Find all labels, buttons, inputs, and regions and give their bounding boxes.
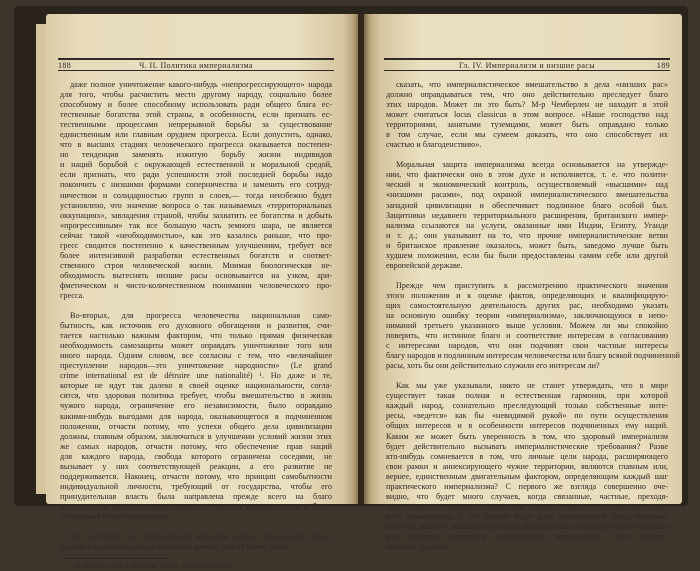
text-line: «низшими расами», под охраной империалистического вмешательства [386,190,668,200]
text-line: всех, тех, на кого она распространяется, должен применяться и к более [60,501,332,511]
text-line: тественные богатства этой страны, в особенности, если признать ес- [60,110,332,120]
text-line: ческий и экономический контроль, осуществляемый «высшими» над [386,180,668,190]
paragraph [60,80,332,301]
text-line: поверить, что истинное благо и соответствие интересам в согласованию [386,331,668,341]
text-line: на основную ошибку теории «империализма», заключающуюся в непо- [386,310,668,320]
text-line: европейской державе. [386,260,463,270]
text-line: кой» цивилизации, и что первые будут дано предпочтение перед вторыми. [386,511,668,521]
text-line: гресс сводится постепенно к качественным улучшениям, требует все [60,240,332,250]
text-line: Каким же может быть уверенность в том, что здоровый империализм [386,431,668,441]
text-line: тается настолько важным фактором, что только прямая физическая [60,331,332,341]
text-line: установлено, что значение вопроса о так называемых «территориальных [60,200,332,210]
head-rule-lower [58,70,334,71]
text-line: crime international est de détruire une nationalité) ¹. Но даже и те, [60,371,332,381]
left-page [46,14,358,571]
book-gutter [354,14,370,504]
paragraph-gap [386,371,668,381]
text-line: обходимость вытеснять низшие расы основывается на узком, ари- [60,270,332,280]
paragraph-gap [386,271,668,281]
text-line: бытность, как источник его духовного обогащения и развития, счи- [60,321,332,331]
text-line: ниманий третьего указанного выше условия. Можем ли мы спокойно [386,321,668,331]
text-line: оккупациях», завладения страной, чтобы захватить ее богатства и добыть [60,210,332,220]
text-line: территориями, занятыми туземцами, может быть оправдано только [386,120,668,130]
text-line: будет действительно вызывать империалистические требования? Разве [386,441,668,451]
text-line: ничеством и солидарностью групп и слоев,— тогда неизбежно будет [60,190,332,200]
text-line: благу народов и подлинным интересам человечества или благу всякой подчиненной [386,351,680,361]
paragraph-gap [60,522,332,532]
text-line: единственным или главным орудием прогресса. Если допустить, однако, [60,130,332,140]
text-line: «прогрессивным» так все большую часть земного шара, не является [60,220,332,230]
text-line: свои рамки и аннексирующего чужие территории, являются главным или, [386,461,668,471]
running-head-title: Ч. II. Политика империализма [139,61,253,70]
text-line: которые не идут так далеко в своей оценке национальности, согла- [60,381,332,391]
text-line: расы, хоть бы они действительно служили его интересам ли? [386,361,600,371]
text-line: общих интересов и в особенности интересов подчиненных ему наций. [386,421,668,431]
text-line: практического империализма? С первого же взгляда совершенно оче- [386,481,668,491]
text-line: чужого народа, ограничение его независимости, было оправдано [60,401,332,411]
text-line: способному и более способному использовать ради общего блага ес- [60,100,332,110]
page-number: 188 [58,61,72,70]
text-line: щих самостоятельную деятельность других рас, необходимо указать [386,300,668,310]
text-line: иализма ссылаются на услуги, оказанные ими Индии, Египту, Уганде [386,220,668,230]
right-running-head [384,58,670,69]
left-page-edges [36,24,46,494]
text-line: Во-вторых, для прогресса человечества национальная само- [70,311,332,321]
text-line: этих народов. Может ли это быть? М-р Чемберлен не находит в этой [386,100,668,110]
text-line: кто-нибудь сомневается в том, что личные цели народа, расширяющего [386,451,668,461]
text-line: мировой стороны. [386,542,450,552]
text-line: с интересами народов, что они подчинят свои частные интересы [386,341,668,351]
text-line: что в высших стадиях человеческого прогресса оказывается постепен- [60,140,332,150]
text-line: ственного строя человеческой жизни. Мнимая биологическая не- [60,260,332,270]
left-page-text [60,80,332,571]
text-line: и наций борьбой с окружающей естественной и моральной средой, [60,160,332,170]
text-line: гресса. [60,290,85,300]
head-rule-lower [384,70,670,71]
text-line: Как мы уже указывали, никто не станет утверждать, что в мире [396,381,668,391]
text-line: преступление народов—это уничтожение народности» (Le grand [60,361,332,371]
text-line: сказать, что империалистическое вмешательство в дела «низших рас» [396,80,668,89]
paragraph [60,532,332,552]
text-line: видами и народами, как организмами, можно, тем не менее, сказ- [60,542,288,552]
text-line: обширному обществу народов. [60,511,169,521]
paragraph [386,381,672,552]
text-line: даже полное уничтожение какого-нибудь «непрогрессирующего» народа [70,80,332,89]
paragraph-gap [386,150,668,160]
text-line: вызывает у них соответствующей реакции, а его развитие не [60,461,332,471]
head-rule [58,58,334,60]
text-line: ресы, «ведется» как бы «невидимой рукой» по пути осуществления [386,411,668,421]
text-line: щие интересы державы подчинения народов станут у интересами «низ- [386,501,668,511]
text-line: Но настаивая на неправильной аналогии между отдельными инди- [70,532,332,542]
text-line: для развития огромного империализма непрерывное «free illusion» [386,531,668,541]
text-line: видно, что будет много случаев, когда связанные, частные, преходя- [386,491,668,501]
text-line: и т. д.; они указывают на то, что прочие империалистические ветви [386,230,668,240]
text-line: каждый народ, сознательно преследующий только собственные инте- [386,401,668,411]
text-line: какими-нибудь выгодами для народа, оказывающегося в подчиненном [60,411,332,421]
text-line: для каждого народа, свобода которого ограничена соседями, не [60,451,332,461]
head-rule [384,58,670,60]
page-number: 189 [656,61,670,70]
text-line: иного народа. Одним словом, все согласны с тем, что «величайшее [60,351,332,361]
paragraph [60,311,332,522]
right-page-text [386,80,680,552]
paragraph [386,160,668,271]
text-line: Поэтому, конечно, небезпристрастную принадлежит за примерную «free illusion», [386,521,672,531]
text-line: для того, чтобы расчистить место другому народу, социально более [60,90,332,100]
text-line: должны, главным образом, заключаться в улучшении условий жизни этих [60,431,332,441]
left-running-head [58,58,334,69]
paragraph-gap [60,301,332,311]
paragraph [386,80,668,150]
text-line: сейчас такой «необходимостью», как это казалось раньше, что про- [60,230,332,240]
text-line: более интенсивной разработки естественных богатств и соответ- [60,250,332,260]
paragraph [386,280,680,371]
text-line: этого положения и к оценке фактов, определяющих и квалифицирую- [386,290,668,300]
running-head-title: Гл. IV. Империализм и низшие расы [458,61,596,70]
text-line: может считаться locus classicus в этом вопросе. «Наше господство над [386,110,668,120]
text-line: нии, что фактически оно в этом духе и исполняется, т. е. что полити- [386,170,668,180]
text-line: если признать, что ради успешности этой последней борьбы надо [60,170,332,180]
text-line: покончить с низшими формами соперничества и заменить его сотруд- [60,180,332,190]
text-line: в том случае, если мы сумеем доказать, что оно способствует их [386,130,668,140]
text-line: худшем положении, если бы были предоставлены самим себе или другой [386,250,668,260]
text-line: индивидуальной личности, требующий от государства, чтобы его [60,481,332,491]
text-line: фметическом и чисто-количественном понимании человеческого про- [60,280,332,290]
text-line: тественными процессами непрерывной борьбы за существование [60,120,332,130]
text-line: Моральная защита империализма всегда основывается на утвержде- [396,160,668,170]
text-line: Защитники недавнего территориального расширения, британского импер- [386,210,668,220]
text-line: существует такая полная и естественная гармония, при которой [386,391,668,401]
text-line: же самых народов, отчасти потому, что обеспечение прав наций [60,441,332,451]
text-line: Прежде чем приступить к рассмотрению практического значения [396,280,668,290]
right-page [364,14,682,552]
text-line: положении, отчасти потому, что успехи общего дела цивилизации [60,421,332,431]
text-line: вернее, единственным двигательным фактором, определяющим каждый шаг [386,471,668,481]
text-line: принудительная власть была направлена прежде всего на благо [60,491,332,501]
text-line: должно оправдываться тем, что оно действительно преследует благо [386,90,668,100]
footnote-rule [60,558,170,559]
text-line: западной цивилизации и обеспечивает подлинное благо особой был. [386,200,668,210]
text-line: сятся, что здоровая политика требует, чтобы вмешательство в жизнь [60,391,332,401]
text-line: поддерживается. Наконец, отчасти потому, что принцип самобытности [60,471,332,481]
text-line: необходимость самозащиты может оправдать уничтожение того или [60,341,332,351]
text-line: но тенденция заменять изжитую борьбу жизни индивидов [60,150,332,160]
text-line: счастью и благоденствию». [386,140,482,150]
footnote: ¹ М. Декобер, цит. у «Bibliogr. Ziele», апрель 1900 года. [70,562,234,571]
open-book [14,6,688,571]
text-line: и британское правление оказалось, может быть, заведомо лучше быть [386,240,668,250]
